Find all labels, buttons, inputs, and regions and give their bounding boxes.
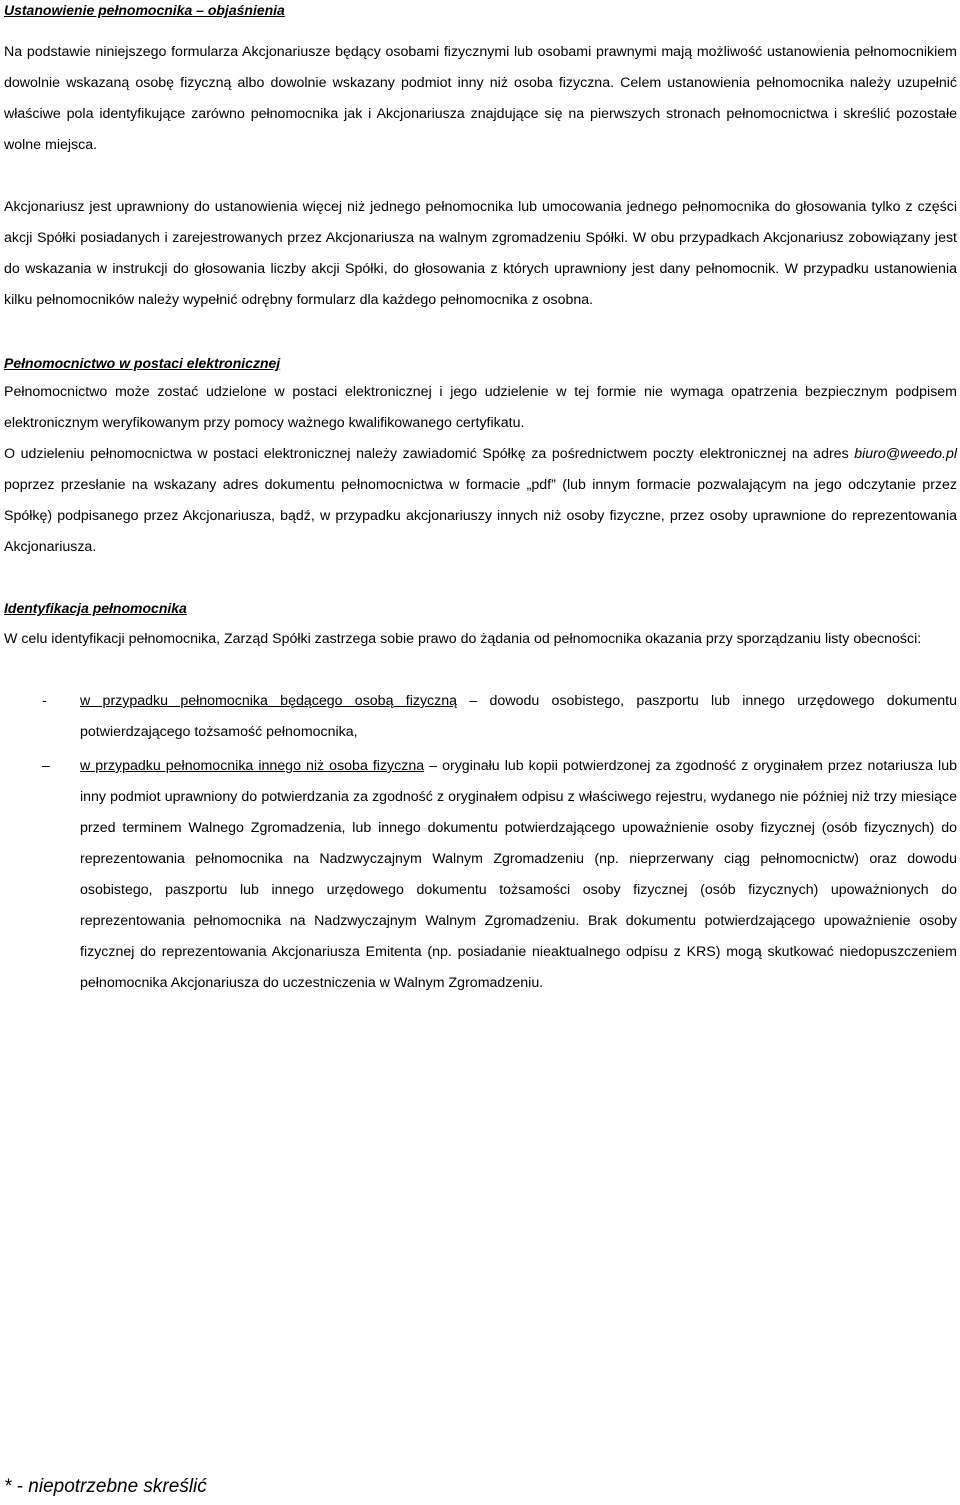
list-item-requirement: – dowodu osobistego, paszportu lub innego urzędowego dokumentu potwierdzającego tożsamość pełnomocnika, bbox=[80, 693, 957, 740]
footnote: * - niepotrzebne skreślić bbox=[4, 1476, 207, 1497]
list-item-requirement: – oryginału lub kopii potwierdzonej za zgodność z oryginałem przez notariusza lub inny podmiot uprawniony do potwierdzania za zgodność z oryginałem odpisu z właściwego rejestru, wydanego nie później niż trzy miesiące przed terminem Walnego Zgromadzenia, lub innego dokumentu potwierdzającego upoważnienie osoby fizycznej (osób fizycznych) do reprezentowania pełnomocnika na Nadzwyczajnym Walnym Zgromadzeniu (np. nieprzerwany ciąg pełnomocnictw) oraz dowodu osobistego, paszportu lub innego urzędowego dokumentu tożsamości osoby fizycznej (osób fizycznych) upoważnionych do reprezentowania pełnomocnika na Nadzwyczajnym Walnym Zgromadzeniu. Brak dokumentu potwierdzającego upoważnienie osoby fizycznej do reprezentowania Akcjonariusza Emitenta (np. posiadanie nieaktualnego odpisu z KRS) mogą skutkować niedopuszczeniem pełnomocnika Akcjonariusza do uczestniczenia w Walnym Zgromadzeniu. bbox=[80, 758, 957, 991]
list-dash: - bbox=[42, 693, 47, 709]
list-dash: – bbox=[42, 758, 50, 774]
company-email: biuro@weedo.pl bbox=[854, 446, 957, 462]
identification-list bbox=[4, 686, 957, 999]
notification-text-before: O udzieleniu pełnomocnictwa w postaci elektronicznej należy zawiadomić Spółkę za pośrednictwem poczty elektronicznej na adres bbox=[4, 446, 855, 462]
paragraph-electronic-form: Pełnomocnictwo może zostać udzielone w postaci elektronicznej i jego udzielenie w tej formie nie wymaga opatrzenia bezpiecznym podpisem elektronicznym weryfikowanym przy pomocy ważnego kwalifikowanego certyfikatu. bbox=[4, 384, 957, 431]
paragraph-identification-intro: W celu identyfikacji pełnomocnika, Zarząd Spółki zastrzega sobie prawo do żądania od pełnomocnika okazania przy sporządzaniu listy obecności: bbox=[4, 631, 922, 647]
section-heading-electronic-proxy: Pełnomocnictwo w postaci elektronicznej bbox=[4, 355, 281, 371]
list-item-condition: w przypadku pełnomocnika będącego osobą fizyczną bbox=[80, 693, 458, 709]
list-item-non-natural-person bbox=[4, 751, 957, 999]
section-heading-proxy-identification: Identyfikacja pełnomocnika bbox=[4, 600, 187, 616]
list-item-condition: w przypadku pełnomocnika innego niż osoba fizyczna bbox=[80, 758, 425, 774]
paragraph-multiple-proxies: Akcjonariusz jest uprawniony do ustanowienia więcej niż jednego pełnomocnika lub umocowania jednego pełnomocnika do głosowania tylko z części akcji Spółki posiadanych i zarejestrowanych przez Akcjonariusza na walnym zgromadzeniu Spółki. W obu przypadkach Akcjonariusz zobowiązany jest do wskazania w instrukcji do głosowania liczby akcji Spółki, do głosowania z których uprawniony jest dany pełnomocnik. W przypadku ustanowienia kilku pełnomocników należy wypełnić odrębny formularz dla każdego pełnomocnika z osobna. bbox=[4, 199, 957, 308]
notification-text-after: poprzez przesłanie na wskazany adres dokumentu pełnomocnictwa w formacie „pdf” (lub innym formacie pozwalającym na jego odczytanie przez Spółkę) podpisanego przez Akcjonariusza, bądź, w przypadku akcjonariuszy innych niż osoby fizyczne, przez osoby uprawnione do reprezentowania Akcjonariusza. bbox=[4, 477, 957, 555]
list-item-natural-person bbox=[4, 686, 957, 748]
paragraph-form-purpose: Na podstawie niniejszego formularza Akcjonariusze będący osobami fizycznymi lub osobami prawnymi mają możliwość ustanowienia pełnomocnikiem dowolnie wskazaną osobę fizyczną albo dowolnie wskazany podmiot inny niż osoba fizyczna. Celem ustanowienia pełnomocnika należy uzupełnić właściwe pola identyfikujące zarówno pełnomocnika jak i Akcjonariusza znajdujące się na pierwszych stronach pełnomocnictwa i skreślić pozostałe wolne miejsca. bbox=[4, 44, 957, 153]
section-heading-explanations: Ustanowienie pełnomocnika – objaśnienia bbox=[4, 2, 285, 18]
paragraph-electronic-notification bbox=[4, 439, 957, 563]
